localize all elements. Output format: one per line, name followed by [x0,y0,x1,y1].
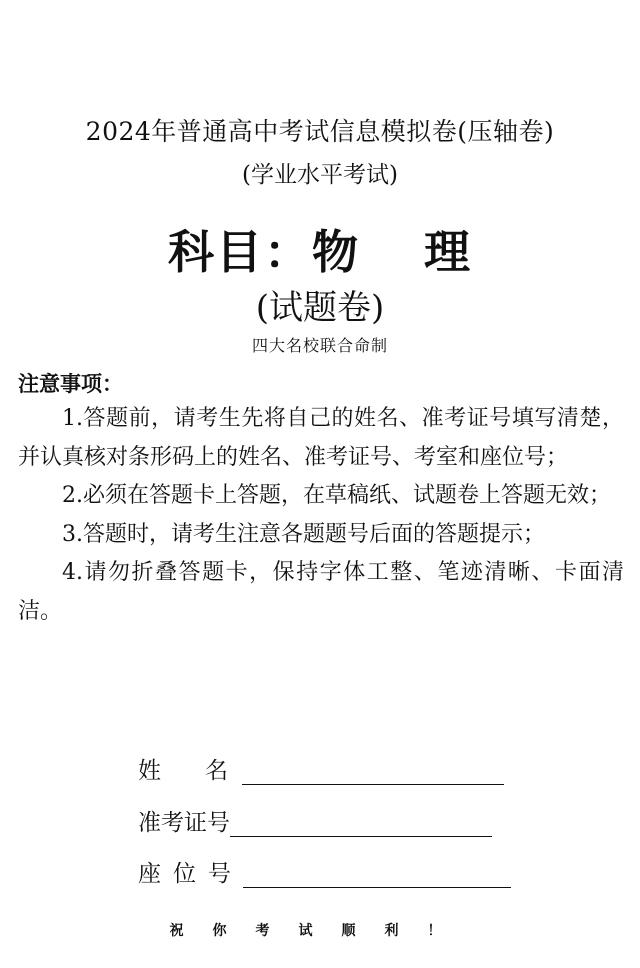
exam-number-blank-line[interactable] [230,806,492,837]
subject-heading-prefix: 科目：物 [168,225,360,279]
name-label-char2: 名 [205,758,228,784]
seat-field [138,855,511,895]
notice-item: 2.必须在答题卡上答题，在草稿纸、试题卷上答题无效； [62,483,611,508]
notice-item: 1.答题前，请考生先将自己的姓名、准考证号填写清楚，并认真核对条形码上的姓名、准考证号、考室和座位号； [18,406,624,470]
name-label-char1: 姓 [138,758,161,784]
exam-number-label: 准考证号 [138,810,230,836]
author-line: 四大名校联合命制 [251,336,388,355]
notice-title: 注意事项： [18,372,123,396]
exam-number-field [138,804,492,844]
name-field [138,752,504,792]
subject-heading [0,216,640,282]
good-luck-text: 祝你考试顺利！ [169,923,471,939]
notice-item: 3.答题时，请考生注意各题题号后面的答题提示； [62,521,545,547]
name-label [138,752,242,785]
paper-type: (试题卷) [255,288,385,328]
exam-title: 2024年普通高中考试信息模拟卷(压轴卷) [85,117,555,146]
exam-subtitle: (学业水平考试) [242,162,398,188]
seat-label: 座位号 [138,861,243,887]
notice-item: 4.请勿折叠答题卡，保持字体工整、笔迹清晰、卡面清洁。 [18,560,624,624]
subject-heading-suffix: 理 [424,225,472,279]
name-blank-line[interactable] [242,754,504,785]
notice-list [18,400,624,631]
seat-blank-line[interactable] [243,857,511,888]
